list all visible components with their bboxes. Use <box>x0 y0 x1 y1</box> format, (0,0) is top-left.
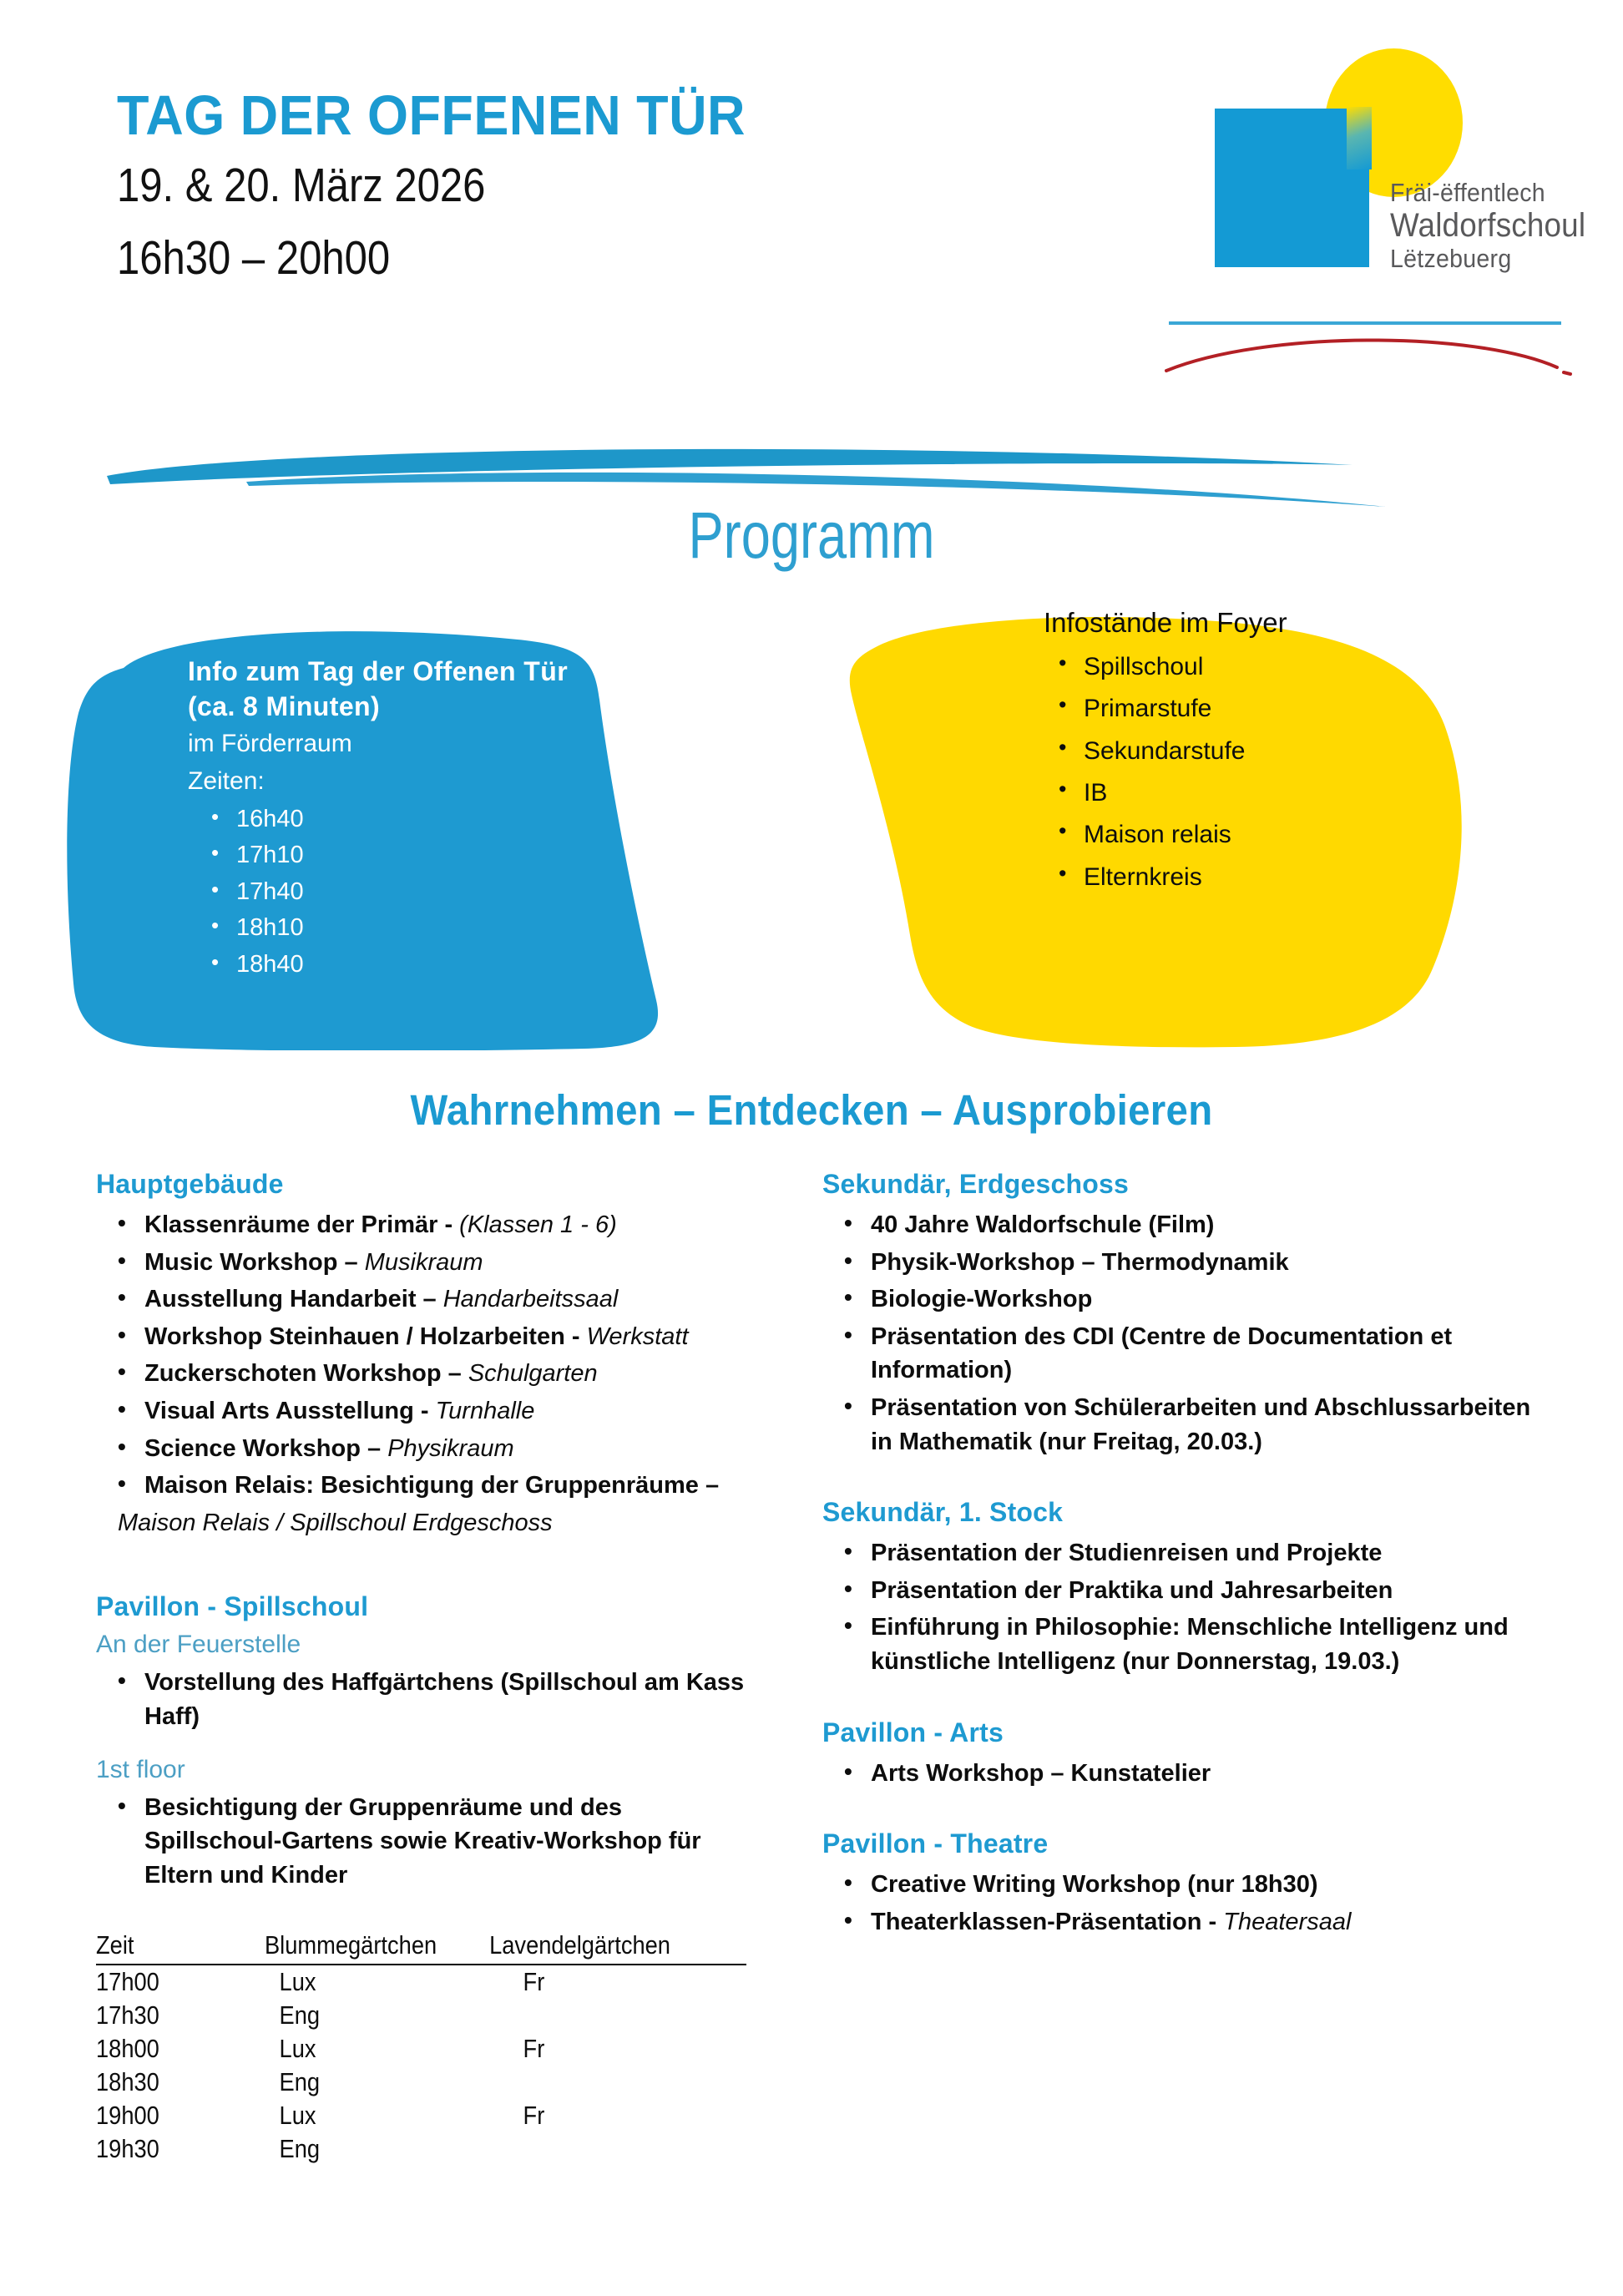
item-italic: Schulgarten <box>468 1360 598 1388</box>
schedule-table-head <box>96 1930 746 1965</box>
feuerstelle-list <box>96 1666 764 1733</box>
list-item <box>144 1357 764 1391</box>
section-hauptgebaeude-heading: Hauptgebäude <box>96 1169 284 1199</box>
item-bold: Workshop Steinhauen / Holzarbeiten - <box>144 1322 587 1350</box>
list-item <box>144 1246 764 1280</box>
item-bold: Vorstellung des Haffgärtchens (Spillschoul am Kass Haff) <box>144 1669 745 1730</box>
list-item <box>871 1246 1549 1280</box>
section-pavillon-spillschoul-heading: Pavillon - Spillschoul <box>96 1591 369 1622</box>
table-row <box>96 2132 746 2166</box>
section-sekundaer-eg-heading: Sekundär, Erdgeschoss <box>822 1169 1130 1199</box>
cell-blummegaertchen: Lux <box>279 2101 316 2131</box>
info-blob-heading-line1: Info zum Tag der Offenen Tür <box>188 656 569 686</box>
logo-line-2: Waldorfschoul <box>1390 207 1586 244</box>
cell-blummegaertchen: Lux <box>279 1967 316 1997</box>
list-item: • IB <box>1084 772 1511 814</box>
item-italic: Physikraum <box>387 1434 514 1462</box>
item-bold: Präsentation von Schülerarbeiten und Abschlussarbeiten in Mathematik (nur Freitag, 20.03.) <box>871 1393 1531 1455</box>
item-bold: Science Workshop – <box>144 1434 388 1462</box>
spacer <box>822 1793 1549 1828</box>
item-bold: Präsentation der Praktika und Jahresarbeiten <box>871 1576 1393 1604</box>
column-header-zeit: Zeit <box>96 1930 217 1965</box>
item-italic: (Klassen 1 - 6) <box>459 1211 617 1238</box>
subsection-first-floor-heading: 1st floor <box>96 1755 185 1783</box>
title-block <box>117 84 786 289</box>
table-row <box>96 1965 746 1999</box>
item-bold: Einführung in Philosophie: Menschliche Intelligenz und künstliche Intelligenz (nur Donnerstag, 19.03.) <box>871 1614 1509 1675</box>
section-pavillon-theatre-heading: Pavillon - Theatre <box>822 1828 1049 1859</box>
list-item <box>871 1282 1549 1317</box>
item-bold: Creative Writing Workshop (nur 18h30) <box>871 1871 1318 1899</box>
highlight-blobs <box>0 608 1623 1050</box>
column-header-blummegaertchen: Blummegärtchen <box>234 1930 448 1965</box>
list-item <box>144 1791 764 1893</box>
list-item <box>871 1208 1549 1242</box>
list-item <box>144 1394 764 1429</box>
item-italic: Theatersaal <box>1223 1908 1352 1935</box>
item-italic: Handarbeitssaal <box>442 1286 619 1313</box>
cell-lavendelgaertchen <box>478 2066 714 2099</box>
logo-red-arc-icon <box>1165 326 1574 376</box>
cell-time: 17h00 <box>96 1967 159 1997</box>
list-item <box>144 1666 764 1733</box>
cell-lavendelgaertchen <box>478 2132 714 2166</box>
cell-time: 19h30 <box>96 2134 159 2164</box>
section-sekundaer-1stock-heading: Sekundär, 1. Stock <box>822 1497 1064 1528</box>
list-item <box>871 1757 1549 1791</box>
item-bold: Zuckerschoten Workshop – <box>144 1360 468 1388</box>
item-bold: Maison Relais: Besichtigung der Gruppenräume – <box>144 1472 720 1499</box>
list-item <box>871 1868 1549 1902</box>
left-column <box>96 1169 764 2166</box>
list-item <box>144 1208 764 1242</box>
cell-lavendelgaertchen: Fr <box>523 2101 545 2131</box>
table-row <box>96 1999 746 2032</box>
list-item <box>871 1320 1549 1388</box>
table-row <box>96 2099 746 2132</box>
pavillon-theatre-list <box>822 1868 1549 1939</box>
list-item <box>144 1320 764 1354</box>
list-item <box>871 1611 1549 1678</box>
item-italic: Turnhalle <box>435 1397 535 1424</box>
list-item: • 16h40 <box>236 802 705 838</box>
list-item: • Sekundarstufe <box>1084 731 1511 772</box>
item-italic: Musikraum <box>364 1248 483 1276</box>
item-bold: Präsentation der Studienreisen und Projekte <box>871 1540 1383 1567</box>
foyer-blob-list <box>1044 646 1511 898</box>
spacer <box>96 1540 764 1591</box>
info-blob-content <box>188 654 705 983</box>
cell-time: 19h00 <box>96 2101 159 2131</box>
cell-blummegaertchen: Lux <box>279 2034 316 2064</box>
cell-blummegaertchen: Eng <box>279 2067 321 2097</box>
list-item: • Spillschoul <box>1084 646 1511 688</box>
list-item: • Primarstufe <box>1084 688 1511 730</box>
poster-header <box>0 0 1623 392</box>
sekundaer-1stock-list <box>822 1536 1549 1678</box>
list-item: • 17h40 <box>236 874 705 911</box>
item-bold: Ausstellung Handarbeit – <box>144 1286 443 1313</box>
spacer <box>822 1462 1549 1497</box>
section-heading: Wahrnehmen – Entdecken – Ausprobieren <box>410 1086 1213 1134</box>
logo-line-3: Lëtzebuerg <box>1390 244 1512 273</box>
programm-heading: Programm <box>688 498 935 572</box>
info-blob-times-list <box>188 802 705 984</box>
spacer <box>822 1682 1549 1717</box>
column-header-lavendelgaertchen: Lavendelgärtchen <box>478 1930 714 1965</box>
schedule-table <box>96 1930 746 2166</box>
list-item: • 18h40 <box>236 947 705 984</box>
sekundaer-eg-list <box>822 1208 1549 1459</box>
cell-time: 17h30 <box>96 2000 159 2030</box>
item-bold: Visual Arts Ausstellung - <box>144 1397 436 1424</box>
table-header-row <box>96 1930 746 1965</box>
hauptgebaeude-trailing-italic: Maison Relais / Spillschoul Erdgeschoss <box>118 1509 553 1536</box>
hauptgebaeude-list <box>96 1208 764 1503</box>
cell-lavendelgaertchen: Fr <box>523 2034 545 2064</box>
list-item <box>144 1469 764 1503</box>
info-blob-heading-line2: (ca. 8 Minuten) <box>188 691 381 722</box>
logo-line-1: Fräi-ëffentlech <box>1390 178 1545 207</box>
schedule-table-wrapper <box>96 1930 764 2166</box>
logo-blend-shape <box>1347 107 1372 169</box>
foyer-blob-heading: Infostände im Foyer <box>1044 607 1287 638</box>
first-floor-list <box>96 1791 764 1893</box>
item-bold: Präsentation des CDI (Centre de Documentation et Information) <box>871 1322 1453 1384</box>
page-title: TAG DER OFFENEN TÜR <box>117 84 746 147</box>
logo-blue-rule <box>1169 321 1561 325</box>
cell-blummegaertchen: Eng <box>279 2000 321 2030</box>
subsection-feuerstelle-heading: An der Feuerstelle <box>96 1631 301 1659</box>
school-logo <box>1123 33 1590 367</box>
cell-lavendelgaertchen <box>478 1999 714 2032</box>
event-date: 19. & 20. März 2026 <box>117 159 486 212</box>
item-italic: Werkstatt <box>586 1322 689 1350</box>
spacer <box>96 1737 764 1754</box>
pavillon-arts-list <box>822 1757 1549 1791</box>
info-blob-times-label: Zeiten: <box>188 766 265 795</box>
cell-blummegaertchen: Eng <box>279 2134 321 2164</box>
cell-time: 18h00 <box>96 2034 159 2064</box>
item-bold: Physik-Workshop – Thermodynamik <box>871 1248 1289 1276</box>
list-item <box>871 1536 1549 1570</box>
table-row <box>96 2066 746 2099</box>
list-item <box>871 1905 1549 1939</box>
section-pavillon-arts-heading: Pavillon - Arts <box>822 1717 1004 1747</box>
info-blob-location: im Förderraum <box>188 730 352 758</box>
event-time: 16h30 – 20h00 <box>117 230 391 285</box>
schedule-table-body <box>96 1965 746 2166</box>
cell-time: 18h30 <box>96 2067 159 2097</box>
item-bold: 40 Jahre Waldorfschule (Film) <box>871 1211 1215 1238</box>
list-item <box>144 1432 764 1466</box>
list-item <box>871 1391 1549 1459</box>
item-bold: Theaterklassen-Präsentation - <box>871 1908 1224 1935</box>
foyer-blob-content <box>1044 605 1511 898</box>
list-item: • Elternkreis <box>1084 857 1511 898</box>
cell-lavendelgaertchen: Fr <box>523 1967 545 1997</box>
logo-wordmark <box>1390 180 1603 271</box>
right-column <box>822 1169 1549 1942</box>
item-bold: Biologie-Workshop <box>871 1286 1093 1313</box>
list-item <box>144 1282 764 1317</box>
item-bold: Music Workshop – <box>144 1248 365 1276</box>
list-item: • Maison relais <box>1084 814 1511 856</box>
list-item: • 18h10 <box>236 910 705 947</box>
item-bold: Besichtigung der Gruppenräume und des Spillschoul-Gartens sowie Kreativ-Workshop für Eltern und Kinder <box>144 1793 701 1889</box>
list-item <box>871 1574 1549 1608</box>
item-bold: Klassenräume der Primär - <box>144 1211 460 1238</box>
list-item: • 17h10 <box>236 837 705 874</box>
table-row <box>96 2032 746 2066</box>
item-bold: Arts Workshop – Kunstatelier <box>871 1759 1211 1787</box>
